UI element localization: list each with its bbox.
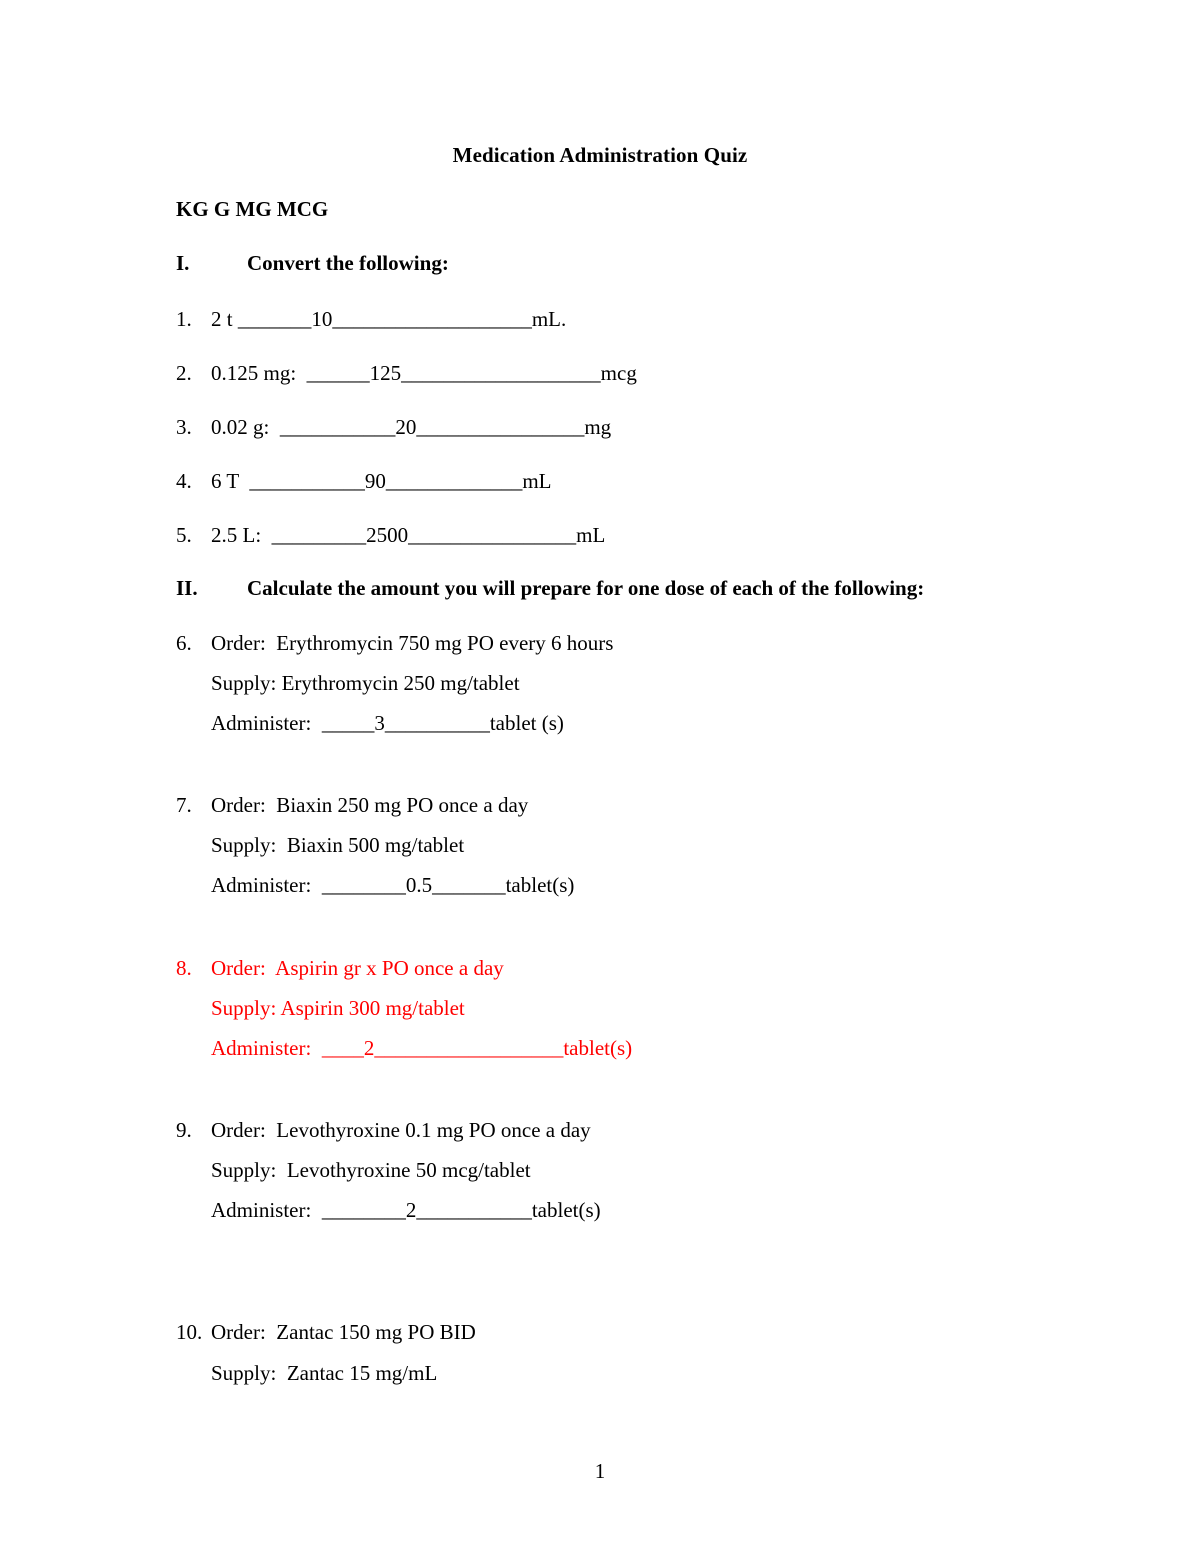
- supply-line: Supply: Levothyroxine 50 mcg/tablet: [211, 1158, 531, 1182]
- supply-line: Supply: Erythromycin 250 mg/tablet: [211, 671, 520, 695]
- item-unit: mg: [584, 415, 612, 439]
- section-1-numeral: I.: [176, 251, 190, 275]
- answer-blank: ____2__________________: [321, 1036, 564, 1060]
- administer-label: Administer:: [211, 873, 322, 897]
- section-1-heading: Convert the following:: [247, 251, 449, 275]
- section-2-heading: Calculate the amount you will prepare for one dose of each of the following:: [247, 576, 925, 600]
- answer-blank: ______125___________________: [306, 361, 601, 385]
- units-line: KG G MG MCG: [176, 197, 329, 221]
- answer-blank: _________2500________________: [271, 523, 577, 547]
- item-number: 8.: [176, 956, 192, 980]
- item-prefix: 6 T: [211, 469, 250, 493]
- administer-unit: tablet(s): [531, 1198, 601, 1222]
- answer-blank: _______10___________________: [237, 307, 532, 331]
- item-number: 6.: [176, 631, 192, 655]
- item-prefix: 2.5 L:: [211, 523, 272, 547]
- supply-line: Supply: Aspirin 300 mg/tablet: [211, 996, 465, 1020]
- supply-line: Supply: Zantac 15 mg/mL: [211, 1361, 438, 1385]
- item-prefix: 0.02 g:: [211, 415, 280, 439]
- administer-line: [211, 1197, 601, 1223]
- item-number: 10.: [176, 1320, 203, 1344]
- answer-blank: ___________20________________: [279, 415, 585, 439]
- order-line: Order: Biaxin 250 mg PO once a day: [211, 793, 529, 817]
- order-line: Order: Levothyroxine 0.1 mg PO once a day: [211, 1118, 591, 1142]
- page-number: 1: [594, 1459, 606, 1483]
- administer-unit: tablet (s): [489, 711, 564, 735]
- item-number: 5.: [176, 523, 192, 547]
- administer-unit: tablet(s): [505, 873, 575, 897]
- item-number: 3.: [176, 415, 192, 439]
- item-unit: mL: [522, 469, 552, 493]
- item-number: 1.: [176, 307, 192, 331]
- item-prefix: 0.125 mg:: [211, 361, 307, 385]
- administer-label: Administer:: [211, 1036, 322, 1060]
- item-unit: mcg: [600, 361, 637, 385]
- item-unit: mL: [576, 523, 606, 547]
- administer-label: Administer:: [211, 1198, 322, 1222]
- item-unit: mL.: [531, 307, 567, 331]
- page-title: Medication Administration Quiz: [452, 143, 748, 167]
- conversion-item-2: [211, 360, 637, 386]
- administer-unit: tablet(s): [563, 1036, 633, 1060]
- item-prefix: 2 t: [211, 307, 238, 331]
- answer-blank: ___________90_____________: [249, 469, 523, 493]
- item-number: 4.: [176, 469, 192, 493]
- order-line: Order: Zantac 150 mg PO BID: [211, 1320, 476, 1344]
- administer-line: [211, 710, 564, 736]
- administer-line: [211, 872, 574, 898]
- item-number: 7.: [176, 793, 192, 817]
- item-number: 2.: [176, 361, 192, 385]
- answer-blank: ________0.5_______: [321, 873, 506, 897]
- item-number: 9.: [176, 1118, 192, 1142]
- administer-line: [211, 1035, 632, 1061]
- conversion-item-4: [211, 468, 552, 494]
- administer-label: Administer:: [211, 711, 322, 735]
- order-line: Order: Erythromycin 750 mg PO every 6 hours: [211, 631, 614, 655]
- conversion-item-5: [211, 522, 605, 548]
- conversion-item-3: [211, 414, 611, 440]
- order-line: Order: Aspirin gr x PO once a day: [211, 956, 504, 980]
- answer-blank: ________2___________: [321, 1198, 532, 1222]
- section-2-numeral: II.: [176, 576, 198, 600]
- answer-blank: _____3__________: [321, 711, 490, 735]
- supply-line: Supply: Biaxin 500 mg/tablet: [211, 833, 465, 857]
- conversion-item-1: [211, 306, 566, 332]
